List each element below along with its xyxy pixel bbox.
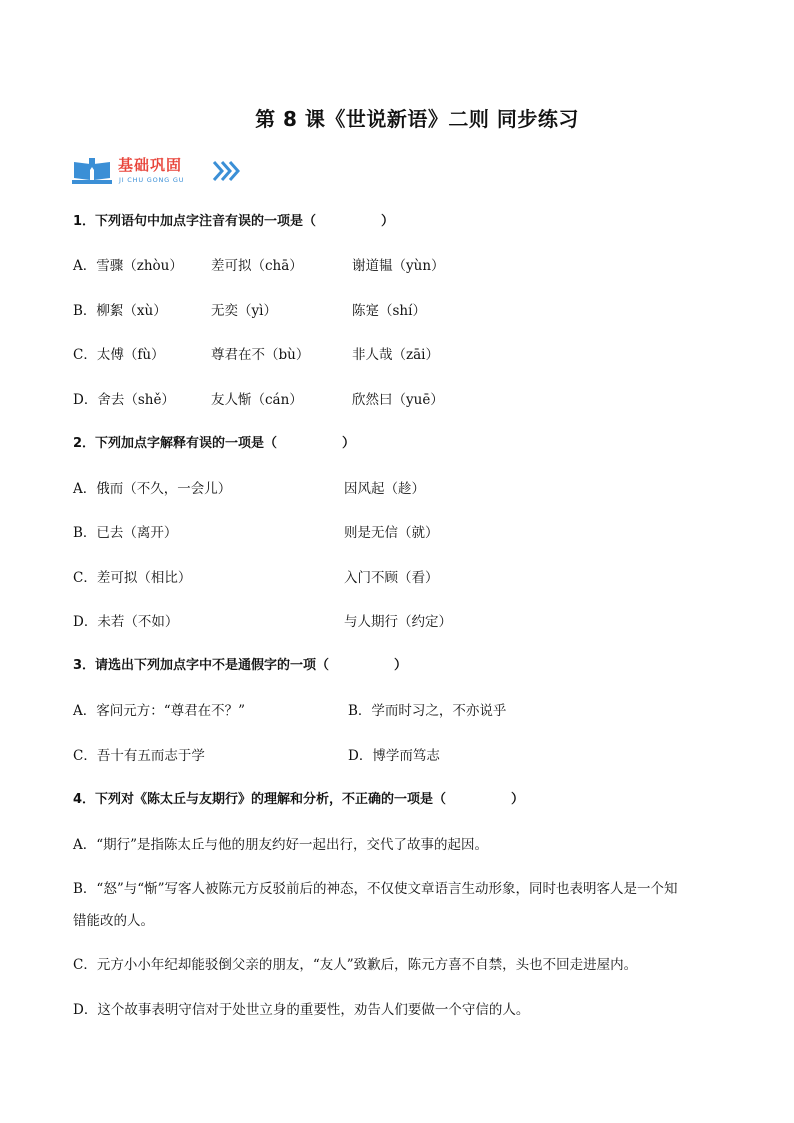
q2-option-b-2: 则是无信（就） xyxy=(344,525,439,541)
q1-option-d-1: D．舍去（shě） xyxy=(73,392,175,408)
q2-option-c-2: 入门不顾（看） xyxy=(344,570,439,586)
q4-option-a: A．“期行”是指陈太丘与他的朋友约好一起出行，交代了故事的起因。 xyxy=(73,837,489,853)
open-book-icon xyxy=(72,158,112,186)
question-2-stem: 2．下列加点字解释有误的一项是（ ） xyxy=(73,436,356,451)
q1-option-c-1: C．太傅（fù） xyxy=(73,347,165,363)
question-4-stem: 4．下列对《陈太丘与友期行》的理解和分析，不正确的一项是（ ） xyxy=(73,792,525,807)
question-1-stem: 1．下列语句中加点字注音有误的一项是（ ） xyxy=(73,214,395,229)
page-title: 第 8 课《世说新语》二则 同步练习 xyxy=(255,107,579,131)
q4-option-d: D．这个故事表明守信对于处世立身的重要性，劝告人们要做一个守信的人。 xyxy=(73,1002,530,1018)
q1-option-c-3: 非人哉（zāi） xyxy=(352,347,439,363)
q3-option-a: A．客问元方：“尊君在不？” xyxy=(73,703,246,719)
q1-option-d-3: 欣然曰（yuē） xyxy=(352,392,444,408)
q1-option-b-2: 无奕（yì） xyxy=(211,303,277,319)
q4-option-c: C．元方小小年纪却能驳倒父亲的朋友，“友人”致歉后，陈元方喜不自禁，头也不回走进屋内。 xyxy=(73,957,638,973)
question-3-stem: 3．请选出下列加点字中不是通假字的一项（ ） xyxy=(73,658,408,673)
q1-option-a-1: A．雪骤（zhòu） xyxy=(73,258,183,274)
q1-option-b-3: 陈寔（shí） xyxy=(352,303,426,319)
q2-option-d-1: D．未若（不如） xyxy=(73,614,179,630)
banner-pinyin: JI CHU GONG GU xyxy=(119,176,185,184)
q3-option-b: B．学而时习之，不亦说乎 xyxy=(348,703,507,719)
q2-option-c-1: C．差可拟（相比） xyxy=(73,570,192,586)
q2-option-a-1: A．俄而（不久，一会儿） xyxy=(73,481,232,497)
banner-title: 基础巩固 xyxy=(118,156,183,174)
q1-option-d-2: 友人惭（cán） xyxy=(211,392,303,408)
q4-option-b-cont: 错能改的人。 xyxy=(73,913,154,929)
q4-option-b: B．“怒”与“惭”写客人被陈元方反驳前后的神态，不仅使文章语言生动形象，同时也表明客人是一个知 xyxy=(73,881,678,897)
q1-option-a-2: 差可拟（chā） xyxy=(211,258,303,274)
q3-option-c: C．吾十有五而志于学 xyxy=(73,748,205,764)
q1-option-c-2: 尊君在不（bù） xyxy=(211,347,310,363)
q2-option-d-2: 与人期行（约定） xyxy=(344,614,452,630)
q3-option-d: D．博学而笃志 xyxy=(348,748,440,764)
q2-option-a-2: 因风起（趁） xyxy=(344,481,425,497)
q1-option-b-1: B．柳絮（xù） xyxy=(73,303,167,319)
q1-option-a-3: 谢道韫（yùn） xyxy=(352,258,445,274)
section-banner xyxy=(72,154,252,188)
chevron-right-icon xyxy=(212,160,240,182)
q2-option-b-1: B．已去（离开） xyxy=(73,525,178,541)
